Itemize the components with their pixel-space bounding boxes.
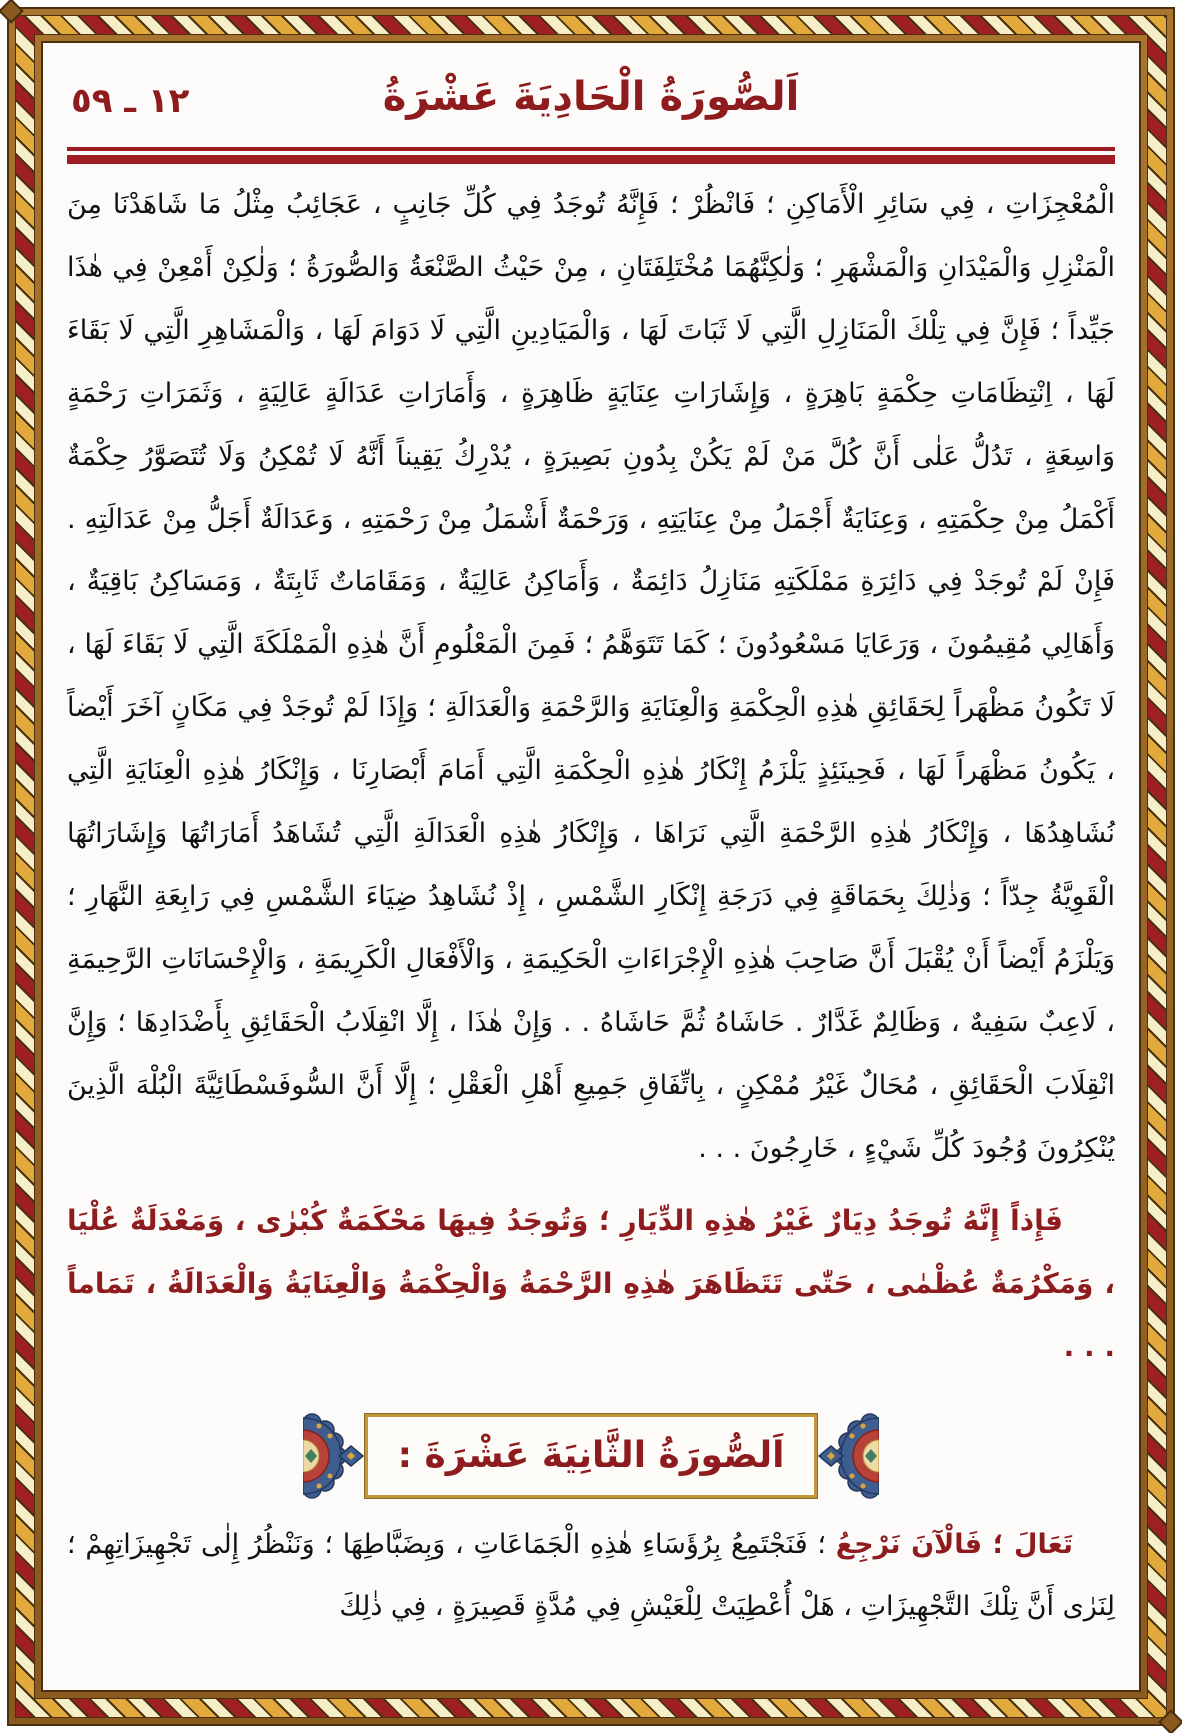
page-content (41, 41, 1141, 1692)
closing-lead-text: تَعَالَ ؛ فَالْآنَ نَرْجِعُ (835, 1528, 1073, 1560)
header-divider-rule (67, 147, 1115, 164)
divider-thin-line (67, 147, 1115, 151)
page-number-label: ١٢ ـ ٥٩ (71, 81, 190, 121)
arabesque-medallion-icon (303, 1404, 365, 1508)
chapter-title: اَلصُّورَةُ الْحَادِيَةَ عَشْرَةُ (382, 74, 800, 120)
section-heading-banner (306, 1404, 877, 1508)
closing-paragraph (67, 1514, 1115, 1640)
ornamental-border-frame (7, 7, 1175, 1726)
closing-rest-text: ؛ فَنَجْتَمِعُ بِرُؤَسَاءِ هٰذِهِ الْجَمَاعَاتِ ، وَبِضَبَّاطِهَا ؛ وَنَنْظُرُ إِلٰى تَجْهِيزَاتِهِمْ ؛ لِنَرٰى أَنَّ تِلْكَ التَّجْهِيزَاتِ ، هَلْ أُعْطِيَتْ لِلْعَيْشِ فِي مُدَّةٍ قَصِيرَةٍ ، فِي ذٰلِكَ (67, 1528, 1115, 1623)
chain-border-band (15, 15, 1167, 1718)
highlight-paragraph: فَإِذاً إِنَّهُ تُوجَدُ دِيَارٌ غَيْرُ هٰذِهِ الدِّيَارِ ؛ وَتُوجَدُ فِيهَا مَحْكَمَةٌ كُبْرٰى ، وَمَعْدَلَةٌ عُلْيَا ، وَمَكْرُمَةٌ عُظْمٰى ، حَتّٰى تَتَظَاهَرَ هٰذِهِ الرَّحْمَةُ وَالْحِكْمَةُ وَالْعِنَايَةُ وَالْعَدَالَةُ ، تَمَاماً . . . (67, 1203, 1115, 1363)
body-paragraph: الْمُعْجِزَاتِ ، فِي سَائِرِ الْأَمَاكِنِ ؛ فَانْظُرْ ؛ فَإِنَّهُ تُوجَدُ فِي كُلِّ جَانِبٍ ، عَجَائِبُ مِثْلُ مَا شَاهَدْنَا مِنَ الْمَنْزِلِ وَالْمَيْدَانِ وَالْمَشْهَرِ ؛ وَلٰكِنَّهُمَا مُخْتَلِفَتَانِ ، مِنْ حَيْثُ الصَّنْعَةُ وَالصُّورَةُ ؛ وَلٰكِنْ أَمْعِنْ فِي هٰذَا جَيِّداً ؛ فَإِنَّ فِي تِلْكَ الْمَنَازِلِ الَّتِي لَا ثَبَاتَ لَهَا ، وَالْمَيَادِينِ الَّتِي لَا دَوَامَ لَهَا ، وَالْمَشَاهِرِ الَّتِي لَا بَقَاءَ لَهَا ، اِنْتِظَامَاتِ حِكْمَةٍ بَاهِرَةٍ ، وَإِشَارَاتِ عِنَايَةٍ ظَاهِرَةٍ ، وَأَمَارَاتِ عَدَالَةٍ عَالِيَةٍ ، وَثَمَرَاتِ رَحْمَةٍ وَاسِعَةٍ ، تَدُلُّ عَلٰى أَنَّ كُلَّ مَنْ لَمْ يَكُنْ بِدُونِ بَصِيرَةٍ ، يُدْرِكُ يَقِيناً أَنَّهُ لَا تُمْكِنُ وَلَا تُتَصَوَّرُ حِكْمَةٌ أَكْمَلُ مِنْ حِكْمَتِهِ ، وَعِنَايَةٌ أَجْمَلُ مِنْ عِنَايَتِهِ ، وَرَحْمَةٌ أَشْمَلُ مِنْ رَحْمَتِهِ ، وَعَدَالَةٌ أَجَلُّ مِنْ عَدَالَتِهِ . فَإِنْ لَمْ تُوجَدْ فِي دَائِرَةِ مَمْلَكَتِهِ مَنَازِلُ دَائِمَةٌ ، وَأَمَاكِنُ عَالِيَةٌ ، وَمَقَامَاتٌ ثَابِتَةٌ ، وَمَسَاكِنُ بَاقِيَةٌ ، وَأَهَالِي مُقِيمُونَ ، وَرَعَايَا مَسْعُودُونَ ؛ كَمَا تَتَوَهَّمُ ؛ فَمِنَ الْمَعْلُومِ أَنَّ هٰذِهِ الْمَمْلَكَةَ الَّتِي لَا بَقَاءَ لَهَا ، لَا تَكُونُ مَظْهَراً لِحَقَائِقِ هٰذِهِ الْحِكْمَةِ وَالْعِنَايَةِ وَالرَّحْمَةِ وَالْعَدَالَةِ ؛ وَإِذَا لَمْ تُوجَدْ فِي مَكَانٍ آخَرَ أَيْضاً ، يَكُونُ مَظْهَراً لَهَا ، فَحِينَئِذٍ يَلْزَمُ إِنْكَارُ هٰذِهِ الْحِكْمَةِ الَّتِي أَمَامَ أَبْصَارِنَا ، وَإِنْكَارُ هٰذِهِ الْعِنَايَةِ الَّتِي نُشَاهِدُهَا ، وَإِنْكَارُ هٰذِهِ الرَّحْمَةِ الَّتِي نَرَاهَا ، وَإِنْكَارُ هٰذِهِ الْعَدَالَةِ الَّتِي تُشَاهَدُ أَمَارَاتُهَا وَإِشَارَاتُهَا الْقَوِيَّةُ جِدّاً ؛ وَذٰلِكَ بِحَمَاقَةٍ فِي دَرَجَةِ إِنْكَارِ الشَّمْسِ ، إِذْ نُشَاهِدُ ضِيَاءَ الشَّمْسِ فِي رَابِعَةِ النَّهَارِ ؛ وَيَلْزَمُ أَيْضاً أَنْ يُقْبَلَ أَنَّ صَاحِبَ هٰذِهِ الْإِجْرَاءَاتِ الْحَكِيمَةِ ، وَالْأَفْعَالِ الْكَرِيمَةِ ، وَالْإِحْسَانَاتِ الرَّحِيمَةِ ، لَاعِبٌ سَفِيهٌ ، وَظَالِمٌ غَدَّارٌ . حَاشَاهُ ثُمَّ حَاشَاهُ . . وَإِنْ هٰذَا ، إِلَّا انْقِلَابُ الْحَقَائِقِ بِأَضْدَادِهَا ؛ وَإِنَّ انْقِلَابَ الْحَقَائِقِ ، مُحَالٌ غَيْرُ مُمْكِنٍ ، بِاتِّفَاقِ جَمِيعِ أَهْلِ الْعَقْلِ ؛ إِلَّا أَنَّ السُّوفَسْطَائِيَّةَ الْبُلْهَ الَّذِينَ يُنْكِرُونَ وُجُودَ كُلِّ شَيْءٍ ، خَارِجُونَ . . . (67, 189, 1115, 1164)
section-heading-box (365, 1414, 818, 1498)
page-header (67, 55, 1115, 143)
arabesque-medallion-icon (817, 1404, 879, 1508)
inner-border-band (34, 34, 1148, 1699)
section-heading: اَلصُّورَةُ الثَّانِيَةَ عَشْرَةَ : (397, 1435, 785, 1476)
divider-thick-line (67, 155, 1115, 164)
